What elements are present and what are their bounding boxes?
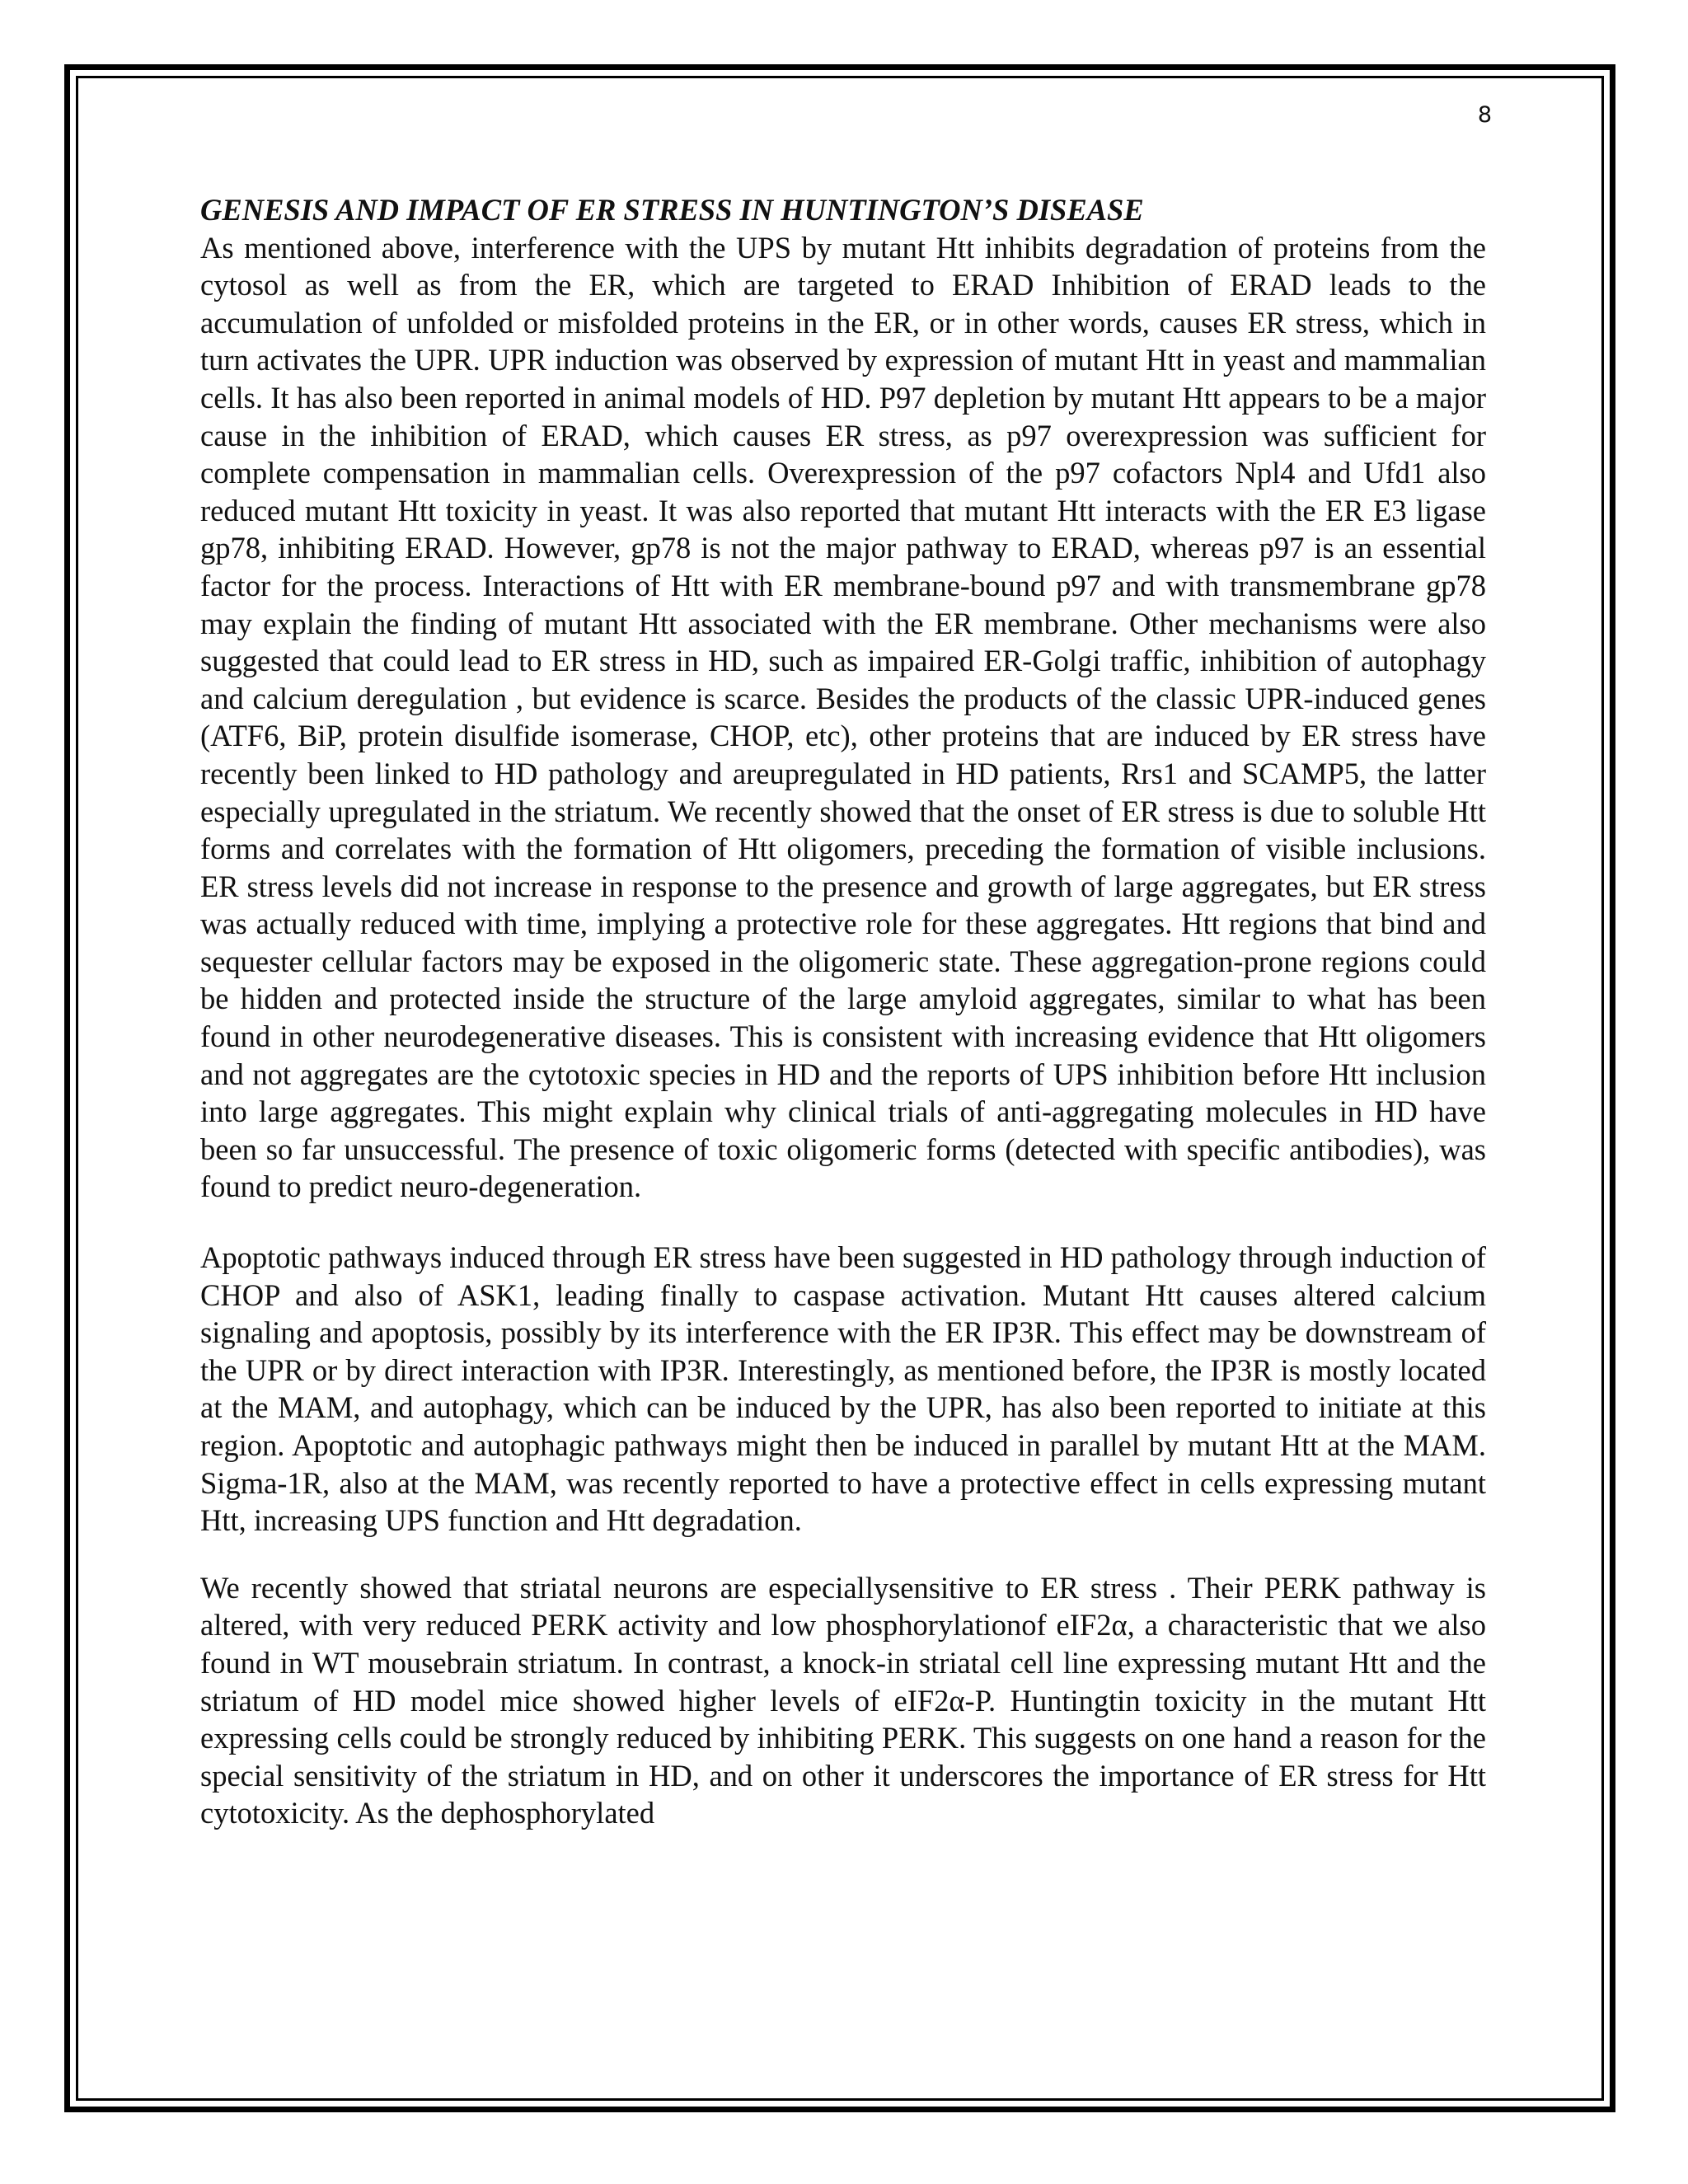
section-heading: GENESIS AND IMPACT OF ER STRESS IN HUNTINGTON’S DISEASE [200, 193, 1144, 227]
paragraph-apoptotic-pathways: Apoptotic pathways induced through ER stress have been suggested in HD pathology through induction of CHOP and also of ASK1, leading finally to caspase activation. Mutant Htt causes altered calcium signaling and apoptosis, possibly by its interference with the ER IP3R. This effect may be downstream of the UPR or by direct interaction with IP3R. Interestingly, as mentioned before, the IP3R is mostly located at the MAM, and autophagy, which can be induced by the UPR, has also been reported to initiate at this region. Apoptotic and autophagic pathways might then be induced in parallel by mutant Htt at the MAM. Sigma-1R, also at the MAM, was recently reported to have a protective effect in cells expressing mutant Htt, increasing UPS function and Htt degradation. [200, 1240, 1486, 1538]
document-body [200, 191, 1486, 1832]
paragraph-er-stress-genesis: As mentioned above, interference with the UPS by mutant Htt inhibits degradation of proteins from the cytosol as well as from the ER, which are targeted to ERAD Inhibition of ERAD leads to the accumulation of unfolded or misfolded proteins in the ER, or in other words, causes ER stress, which in turn activates the UPR. UPR induction was observed by expression of mutant Htt in yeast and mammalian cells. It has also been reported in animal models of HD. P97 depletion by mutant Htt appears to be a major cause in the inhibition of ERAD, which causes ER stress, as p97 overexpression was sufficient for complete compensation in mammalian cells. Overexpression of the p97 cofactors Npl4 and Ufd1 also reduced mutant Htt toxicity in yeast. It was also reported that mutant Htt interacts with the ER E3 ligase gp78, inhibiting ERAD. However, gp78 is not the major pathway to ERAD, whereas p97 is an essential factor for the process. Interactions of Htt with ER membrane-bound p97 and with transmembrane gp78 may explain the finding of mutant Htt associated with the ER membrane. Other mechanisms were also suggested that could lead to ER stress in HD, such as impaired ER-Golgi traffic, inhibition of autophagy and calcium deregulation , but evidence is scarce. Besides the products of the classic UPR-induced genes (ATF6, BiP, protein disulfide isomerase, CHOP, etc), other proteins that are induced by ER stress have recently been linked to HD pathology and areupregulated in HD patients, Rrs1 and SCAMP5, the latter especially upregulated in the striatum. We recently showed that the onset of ER stress is due to soluble Htt forms and correlates with the formation of Htt oligomers, preceding the formation of visible inclusions. ER stress levels did not increase in response to the presence and growth of large aggregates, but ER stress was actually reduced with time, implying a protective role for these aggregates. Htt regions that bind and sequester cellular factors may be exposed in the oligomeric state. These aggregation-prone regions could be hidden and protected inside the structure of the large amyloid aggregates, similar to what has been found in other neurodegenerative diseases. This is consistent with increasing evidence that Htt oligomers and not aggregates are the cytotoxic species in HD and the reports of UPS inhibition before Htt inclusion into large aggregates. This might explain why clinical trials of anti-aggregating molecules in HD have been so far unsuccessful. The presence of toxic oligomeric forms (detected with specific antibodies), was found to predict neuro-degeneration. [200, 230, 1486, 1204]
page-number: 8 [1477, 102, 1492, 128]
paragraph-striatal-neurons: We recently showed that striatal neurons are especiallysensitive to ER stress . Their PERK pathway is altered, with very reduced PERK activity and low phosphorylationof eIF2α, a characteristic that we also found in WT mousebrain striatum. In contrast, a knock-in striatal cell line expressing mutant Htt and the striatum of HD model mice showed higher levels of eIF2α-P. Huntingtin toxicity in the mutant Htt expressing cells could be strongly reduced by inhibiting PERK. This suggests on one hand a reason for the special sensitivity of the striatum in HD, and on other it underscores the importance of ER stress for Htt cytotoxicity. As the dephosphorylated [200, 1570, 1486, 1830]
